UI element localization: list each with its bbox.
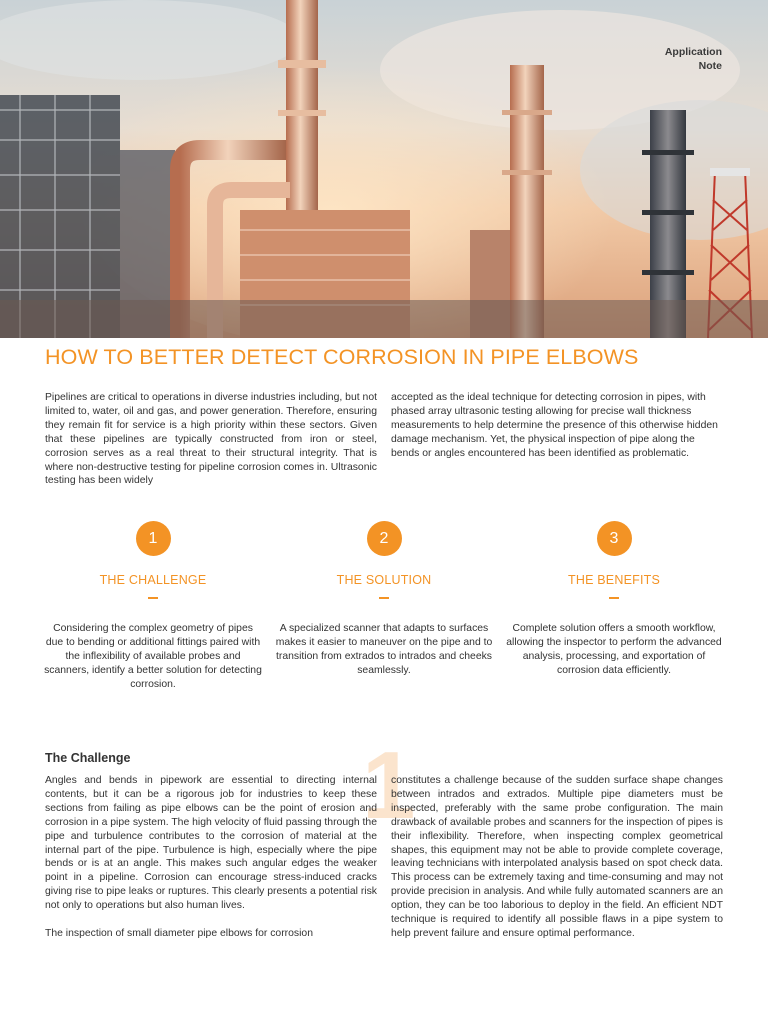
intro-right-column: accepted as the ideal technique for detecting corrosion in pipes, with phased array ultrasonic testing allowing for precise wall thickness measurements to help determine the presence of this otherwise hidden damage mechanism. Yet, the physical inspection of pipe along the bends or angles encountered has been identified as problematic. <box>391 392 718 459</box>
note-line-1: Application <box>664 46 722 58</box>
step-description: Considering the complex geometry of pipes due to bending or additional fittings paired with the inflexibility of available probes and scanners, identify a better solution for detecting corrosion. <box>44 622 262 691</box>
step-heading: THE BENEFITS <box>568 573 660 587</box>
step-challenge <box>43 521 263 693</box>
step-divider <box>609 597 619 599</box>
challenge-left-column <box>45 774 377 941</box>
step-number-badge: 1 <box>136 521 171 556</box>
challenge-section-title: The Challenge <box>45 751 131 765</box>
step-benefits <box>504 521 724 678</box>
section-number-watermark: 1 <box>362 732 416 839</box>
challenge-paragraph-2: The inspection of small diameter pipe elbows for corrosion <box>45 927 313 939</box>
hero-refinery-photo <box>0 0 768 338</box>
step-number-badge: 3 <box>597 521 632 556</box>
application-note-label <box>665 45 722 73</box>
step-number-badge: 2 <box>367 521 402 556</box>
step-heading: THE SOLUTION <box>336 573 432 587</box>
step-solution <box>274 521 494 678</box>
note-line-2: Note <box>698 60 722 72</box>
step-description: A specialized scanner that adapts to surfaces makes it easier to maneuver on the pipe and to transition from extrados to intrados and cheeks seamlessly. <box>275 622 493 677</box>
step-description: Complete solution offers a smooth workflow, allowing the inspector to perform the advanced analysis, processing, and exportation of corrosion data efficiently. <box>506 622 722 677</box>
step-heading: THE CHALLENGE <box>99 573 207 587</box>
challenge-right-column: constitutes a challenge because of the sudden surface shape changes between intrados and extrados. Multiple pipe diameters must be inspected, preferably with the same probe configuration. The main drawback of available probes and scanners for the inspection of pipes is their inflexibility. Therefore, when inspecting complex geometrical shapes, this equipment may not be able to provide complete coverage, leaving technicians with interpolated analysis based on spot check data. This process can be extremely taxing and time-consuming and may not provide precision in analysis. And while fully automated scanners are an option, they can be too laborious to deploy in the field. An efficient NDT technique is required to identify all possible flaws in a pipe system to help prevent failure and ensure optimal performance. <box>391 775 723 939</box>
page-title: HOW TO BETTER DETECT CORROSION IN PIPE ELBOWS <box>45 345 639 369</box>
step-divider <box>379 597 389 599</box>
intro-left-column: Pipelines are critical to operations in diverse industries including, but not limited to, water, oil and gas, and power generation. Therefore, ensuring they remain fit for service is a high priority within these sectors. Given that these pipelines are typically constructed from iron or steel, corrosion serves as a real threat to their structural integrity. That is where non-destructive testing for pipeline corrosion comes in. Ultrasonic testing has been widely <box>45 392 377 487</box>
step-divider <box>148 597 158 599</box>
challenge-paragraph-1: Angles and bends in pipework are essential to directing internal contents, but it can be a rigorous job for industries to keep these sections from failing as pipe elbows can be the point of erosion and corrosion in a pipe system. The high velocity of fluid passing through the pipe and turbulence contributes to the corrosion of material at the internal part of the pipe. Turbulence is high, especially where the pipe bends or is at an angle. This makes such angular edges the weaker point in a pipeline. Corrosion can encourage stress-induced cracks giving rise to pipe leaks or ruptures. This clearly presents a potential risk not only to operations but also human lives. <box>45 775 377 912</box>
refinery-illustration <box>0 0 768 338</box>
